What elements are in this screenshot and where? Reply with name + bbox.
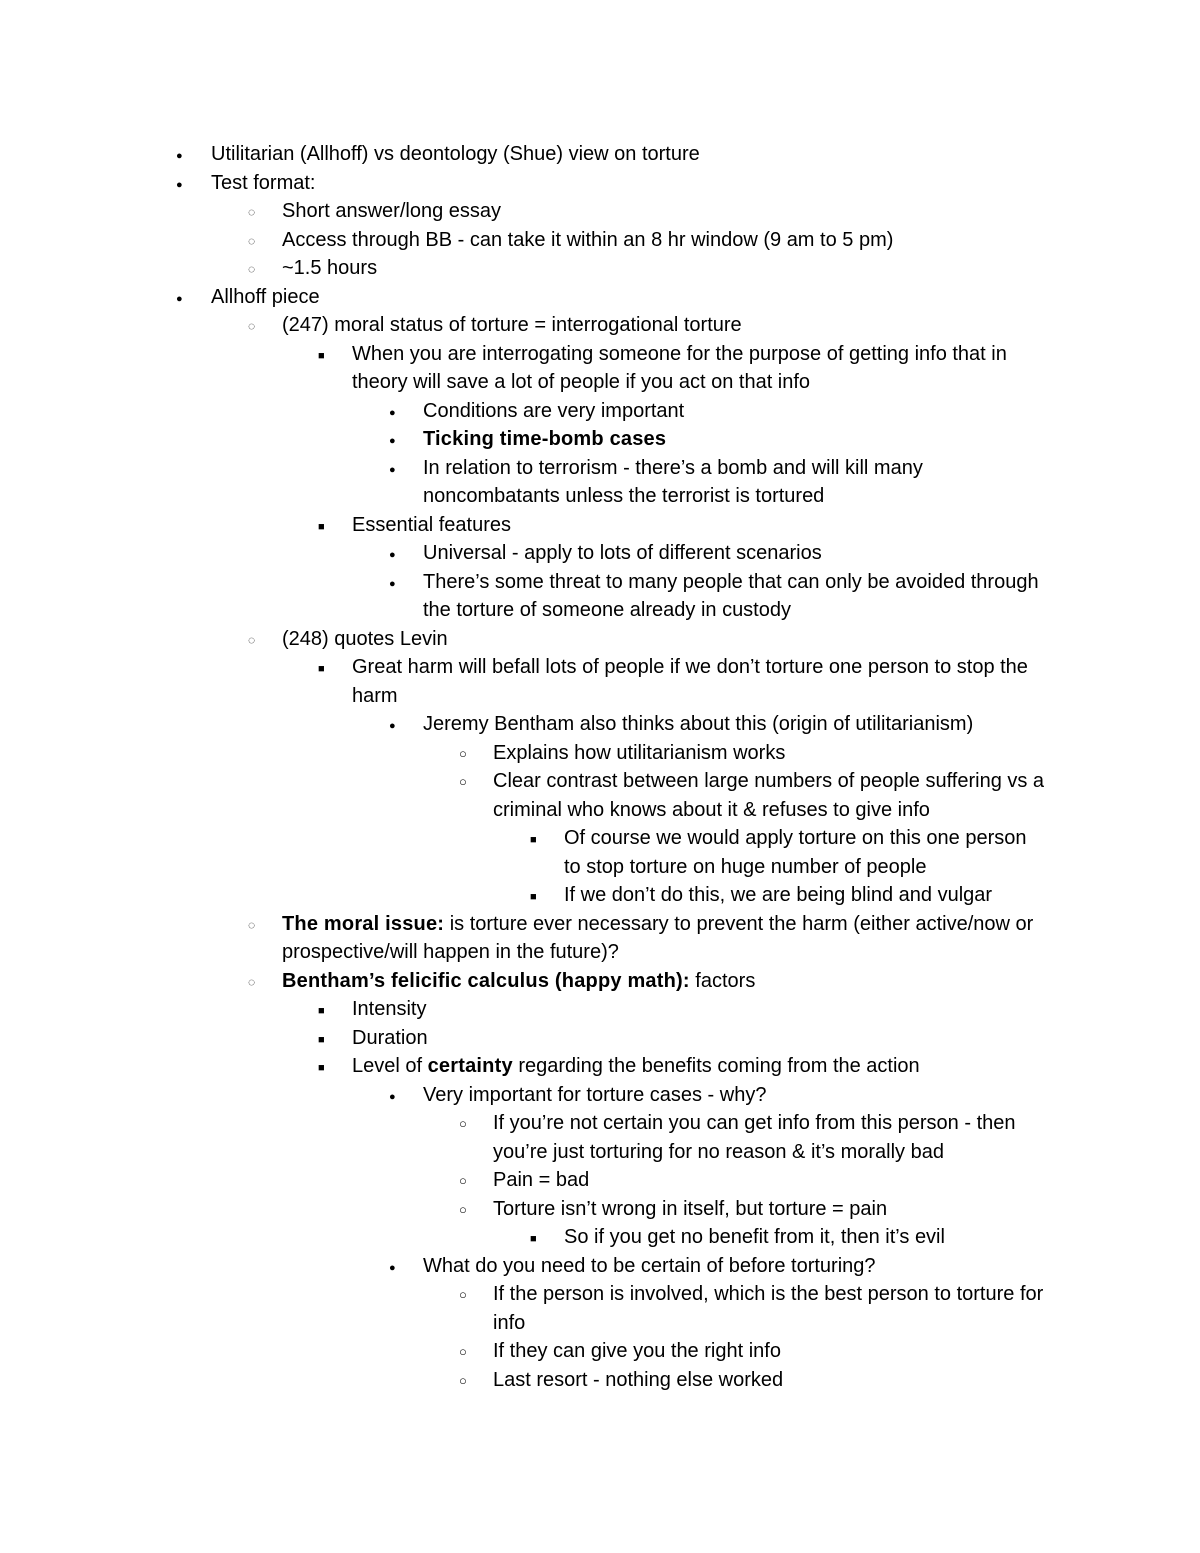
list-item-text bbox=[564, 1223, 1034, 1252]
text-run: ~1.5 hours bbox=[282, 257, 378, 279]
list-item bbox=[0, 1081, 1063, 1110]
list-item-text bbox=[423, 710, 1063, 739]
text-run: Of course we would apply torture on this one person to stop torture on huge number of people bbox=[564, 827, 1027, 878]
list-item-text bbox=[352, 1024, 1062, 1053]
list-item-text bbox=[423, 425, 1063, 454]
hollow-circle-bullet-icon bbox=[459, 1166, 467, 1196]
dotted-circle-bullet-icon bbox=[248, 311, 255, 341]
list-item-text bbox=[564, 824, 1034, 881]
list-item-text bbox=[564, 881, 1034, 910]
list-item-text bbox=[493, 1166, 1068, 1195]
filled-disc-bullet-icon bbox=[389, 1081, 396, 1112]
text-run: Last resort - nothing else worked bbox=[493, 1368, 784, 1391]
text-run: When you are interrogating someone for the purpose of getting info that in theory will save a lot of people if you act on that info bbox=[352, 342, 1007, 393]
bold-text: Ticking time-bomb cases bbox=[423, 428, 667, 450]
list-item-text bbox=[423, 568, 1063, 625]
list-item bbox=[0, 568, 1063, 625]
list-item-text bbox=[352, 653, 1062, 710]
list-item bbox=[0, 824, 1034, 881]
text-run: Essential features bbox=[352, 513, 511, 536]
list-item-text bbox=[352, 995, 1062, 1024]
dotted-circle-bullet-icon bbox=[248, 625, 255, 655]
list-item bbox=[0, 425, 1063, 454]
list-item-text bbox=[493, 739, 1068, 768]
filled-disc-bullet-icon bbox=[389, 710, 396, 741]
list-item bbox=[0, 1280, 1068, 1337]
list-item bbox=[0, 1166, 1068, 1195]
text-run: Access through BB - can take it within an 8 hr window (9 am to 5 pm) bbox=[282, 228, 894, 251]
list-item-text bbox=[423, 539, 1063, 568]
list-item bbox=[0, 1195, 1068, 1224]
text-run: In relation to terrorism - there’s a bomb and will kill many noncombatants unless the terrorist is tortured bbox=[423, 456, 923, 507]
filled-disc-bullet-icon bbox=[389, 1252, 396, 1283]
list-item bbox=[0, 1366, 1068, 1395]
text-run: is torture ever necessary to prevent the harm (either active/now or prospective/will happen in the future)? bbox=[282, 912, 1034, 963]
list-item-text bbox=[282, 311, 1062, 340]
list-item-text bbox=[282, 967, 1062, 996]
list-item bbox=[0, 653, 1062, 710]
list-item bbox=[0, 910, 1062, 967]
dotted-circle-bullet-icon bbox=[248, 197, 255, 227]
filled-square-bullet-icon bbox=[530, 824, 537, 855]
filled-disc-bullet-icon bbox=[176, 140, 183, 171]
list-item bbox=[0, 881, 1034, 910]
list-item-text bbox=[352, 511, 1062, 540]
text-run: If you’re not certain you can get info from this person - then you’re just torturing for no reason & it’s morally bad bbox=[493, 1112, 1016, 1163]
list-item bbox=[0, 169, 1071, 198]
hollow-circle-bullet-icon bbox=[459, 1366, 467, 1396]
list-item-text bbox=[423, 397, 1063, 426]
text-run: Explains how utilitarianism works bbox=[493, 741, 786, 764]
list-item bbox=[0, 140, 1071, 169]
text-run: regarding the benefits coming from the action bbox=[512, 1055, 920, 1077]
list-item-text bbox=[423, 454, 1063, 511]
list-item-text bbox=[423, 1081, 1063, 1110]
text-run: Pain = bad bbox=[493, 1169, 590, 1191]
list-item-text bbox=[493, 1109, 1068, 1166]
list-item bbox=[0, 1109, 1068, 1166]
filled-square-bullet-icon bbox=[318, 995, 325, 1026]
list-item bbox=[0, 311, 1062, 340]
list-item bbox=[0, 254, 1062, 283]
list-item-text bbox=[352, 1052, 1062, 1081]
list-item-text bbox=[282, 910, 1062, 967]
list-item-text bbox=[282, 197, 1062, 226]
filled-square-bullet-icon bbox=[318, 511, 325, 542]
text-run: Test format: bbox=[211, 171, 316, 194]
list-item-text bbox=[493, 1337, 1068, 1366]
filled-square-bullet-icon bbox=[318, 1052, 325, 1083]
list-item bbox=[0, 1052, 1062, 1081]
list-item-text bbox=[493, 1195, 1068, 1224]
hollow-circle-bullet-icon bbox=[459, 1280, 467, 1310]
list-item bbox=[0, 511, 1062, 540]
list-item bbox=[0, 967, 1062, 996]
filled-square-bullet-icon bbox=[318, 653, 325, 684]
text-run: Torture isn’t wrong in itself, but torture = pain bbox=[493, 1197, 888, 1220]
text-run: There’s some threat to many people that can only be avoided through the torture of someone already in custody bbox=[423, 570, 1039, 621]
text-run: If we don’t do this, we are being blind and vulgar bbox=[564, 884, 993, 906]
list-item-text bbox=[282, 226, 1062, 255]
bold-text: certainty bbox=[427, 1055, 513, 1077]
text-run: Utilitarian (Allhoff) vs deontology (Shue) view on torture bbox=[211, 143, 700, 165]
text-run: If the person is involved, which is the best person to torture for info bbox=[493, 1283, 1044, 1334]
text-run: So if you get no benefit from it, then it’s evil bbox=[564, 1226, 945, 1248]
list-item-text bbox=[352, 340, 1062, 397]
list-item-text bbox=[282, 625, 1062, 654]
bold-text: Bentham’s felicific calculus (happy math): bbox=[282, 969, 690, 992]
text-run: Short answer/long essay bbox=[282, 200, 502, 222]
hollow-circle-bullet-icon bbox=[459, 1337, 467, 1367]
filled-disc-bullet-icon bbox=[389, 425, 396, 456]
list-item bbox=[0, 340, 1062, 397]
text-run: Intensity bbox=[352, 998, 427, 1020]
text-run: factors bbox=[689, 969, 756, 992]
text-run: What do you need to be certain of before torturing? bbox=[423, 1254, 876, 1277]
filled-square-bullet-icon bbox=[318, 340, 325, 371]
list-item bbox=[0, 1252, 1063, 1281]
text-run: Allhoff piece bbox=[211, 285, 320, 308]
text-run: Great harm will befall lots of people if we don’t torture one person to stop the harm bbox=[352, 656, 1028, 707]
text-run: Duration bbox=[352, 1026, 428, 1049]
filled-square-bullet-icon bbox=[318, 1024, 325, 1055]
filled-disc-bullet-icon bbox=[389, 454, 396, 485]
list-item-text bbox=[282, 254, 1062, 283]
text-run: If they can give you the right info bbox=[493, 1340, 781, 1362]
list-item bbox=[0, 1337, 1068, 1366]
filled-square-bullet-icon bbox=[530, 1223, 537, 1254]
dotted-circle-bullet-icon bbox=[248, 254, 255, 284]
text-run: Clear contrast between large numbers of people suffering vs a criminal who knows about it & refuses to give info bbox=[493, 770, 1045, 821]
bold-text: The moral issue: bbox=[282, 912, 445, 935]
list-item bbox=[0, 625, 1062, 654]
list-item-text bbox=[211, 169, 1071, 198]
dotted-circle-bullet-icon bbox=[248, 967, 255, 997]
list-item-text bbox=[211, 283, 1071, 312]
text-run: Jeremy Bentham also thinks about this (origin of utilitarianism) bbox=[423, 713, 974, 735]
list-item bbox=[0, 1223, 1034, 1252]
dotted-circle-bullet-icon bbox=[248, 910, 255, 940]
list-item bbox=[0, 995, 1062, 1024]
list-item-text bbox=[493, 767, 1068, 824]
list-item bbox=[0, 283, 1071, 312]
list-item bbox=[0, 710, 1063, 739]
list-item-text bbox=[423, 1252, 1063, 1281]
text-run: Conditions are very important bbox=[423, 399, 685, 422]
list-item-text bbox=[211, 140, 1071, 169]
text-run: (247) moral status of torture = interrogational torture bbox=[282, 314, 742, 336]
text-run: Universal - apply to lots of different scenarios bbox=[423, 542, 822, 564]
text-run: Level of bbox=[352, 1055, 428, 1077]
list-item bbox=[0, 767, 1068, 824]
filled-disc-bullet-icon bbox=[389, 539, 396, 570]
hollow-circle-bullet-icon bbox=[459, 767, 467, 797]
list-item bbox=[0, 454, 1063, 511]
filled-disc-bullet-icon bbox=[176, 283, 183, 314]
filled-disc-bullet-icon bbox=[176, 169, 183, 200]
text-run: Very important for torture cases - why? bbox=[423, 1083, 767, 1106]
dotted-circle-bullet-icon bbox=[248, 226, 255, 256]
list-item bbox=[0, 1024, 1062, 1053]
filled-disc-bullet-icon bbox=[389, 568, 396, 599]
list-item bbox=[0, 539, 1063, 568]
text-run: (248) quotes Levin bbox=[282, 627, 448, 650]
filled-disc-bullet-icon bbox=[389, 397, 396, 428]
filled-square-bullet-icon bbox=[530, 881, 537, 912]
list-item bbox=[0, 197, 1062, 226]
hollow-circle-bullet-icon bbox=[459, 1109, 467, 1139]
list-item bbox=[0, 739, 1068, 768]
list-item-text bbox=[493, 1280, 1068, 1337]
hollow-circle-bullet-icon bbox=[459, 1195, 467, 1225]
notes-document bbox=[0, 140, 1200, 1394]
list-item bbox=[0, 226, 1062, 255]
hollow-circle-bullet-icon bbox=[459, 739, 467, 769]
list-item bbox=[0, 397, 1063, 426]
list-item-text bbox=[493, 1366, 1068, 1395]
